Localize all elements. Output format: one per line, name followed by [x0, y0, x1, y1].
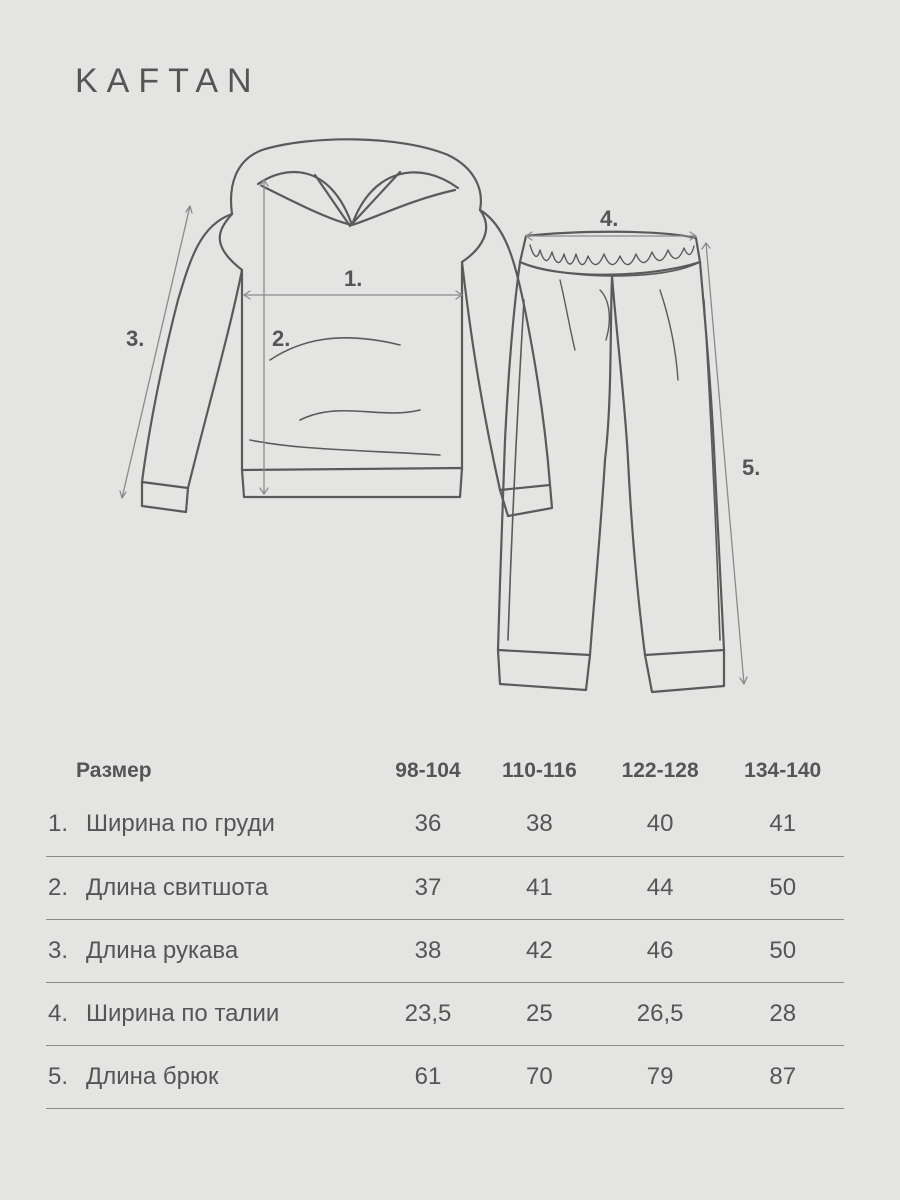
table-row: [46, 792, 844, 857]
measure-label-2: 2.: [272, 326, 291, 351]
row-value: 38: [480, 792, 599, 857]
measurement-lines: [120, 180, 747, 684]
size-header-label: Размер: [76, 759, 152, 782]
row-value: 37: [376, 857, 480, 920]
row-value: 26,5: [599, 983, 722, 1046]
row-value: 41: [721, 792, 844, 857]
row-value: 87: [721, 1046, 844, 1109]
row-value: 28: [721, 983, 844, 1046]
row-value: 46: [599, 920, 722, 983]
measure-label-1: 1.: [344, 266, 363, 291]
brand-logo: KAFTAN: [75, 62, 261, 100]
row-value: 44: [599, 857, 722, 920]
row-name: Длина рукава: [86, 920, 376, 983]
row-value: 41: [480, 857, 599, 920]
size-col-header: 110-116: [502, 759, 577, 782]
measure-label-5: 5.: [742, 455, 761, 480]
row-value: 70: [480, 1046, 599, 1109]
table-row: [46, 1046, 844, 1109]
row-value: 79: [599, 1046, 722, 1109]
size-table: [46, 750, 844, 1109]
row-name: Длина свитшота: [86, 857, 376, 920]
row-value: 50: [721, 857, 844, 920]
row-number: 4.: [46, 983, 86, 1046]
row-name: Длина брюк: [86, 1046, 376, 1109]
row-value: 25: [480, 983, 599, 1046]
row-value: 50: [721, 920, 844, 983]
table-row: [46, 920, 844, 983]
row-value: 23,5: [376, 983, 480, 1046]
table-row: [46, 983, 844, 1046]
row-value: 36: [376, 792, 480, 857]
size-table-header: [46, 750, 844, 792]
measure-label-3: 3.: [126, 326, 145, 351]
row-value: 40: [599, 792, 722, 857]
size-col-header: 98-104: [395, 759, 461, 782]
row-name: Ширина по талии: [86, 983, 376, 1046]
row-number: 2.: [46, 857, 86, 920]
row-number: 3.: [46, 920, 86, 983]
size-col-header: 122-128: [621, 759, 699, 782]
pants-drawing: [498, 232, 724, 692]
table-row: [46, 857, 844, 920]
row-value: 38: [376, 920, 480, 983]
row-name: Ширина по груди: [86, 792, 376, 857]
measure-label-4: 4.: [600, 206, 619, 231]
row-number: 5.: [46, 1046, 86, 1109]
size-col-header: 134-140: [744, 759, 822, 782]
row-value: 61: [376, 1046, 480, 1109]
row-number: 1.: [46, 792, 86, 857]
hoodie-drawing: [142, 139, 552, 516]
row-value: 42: [480, 920, 599, 983]
